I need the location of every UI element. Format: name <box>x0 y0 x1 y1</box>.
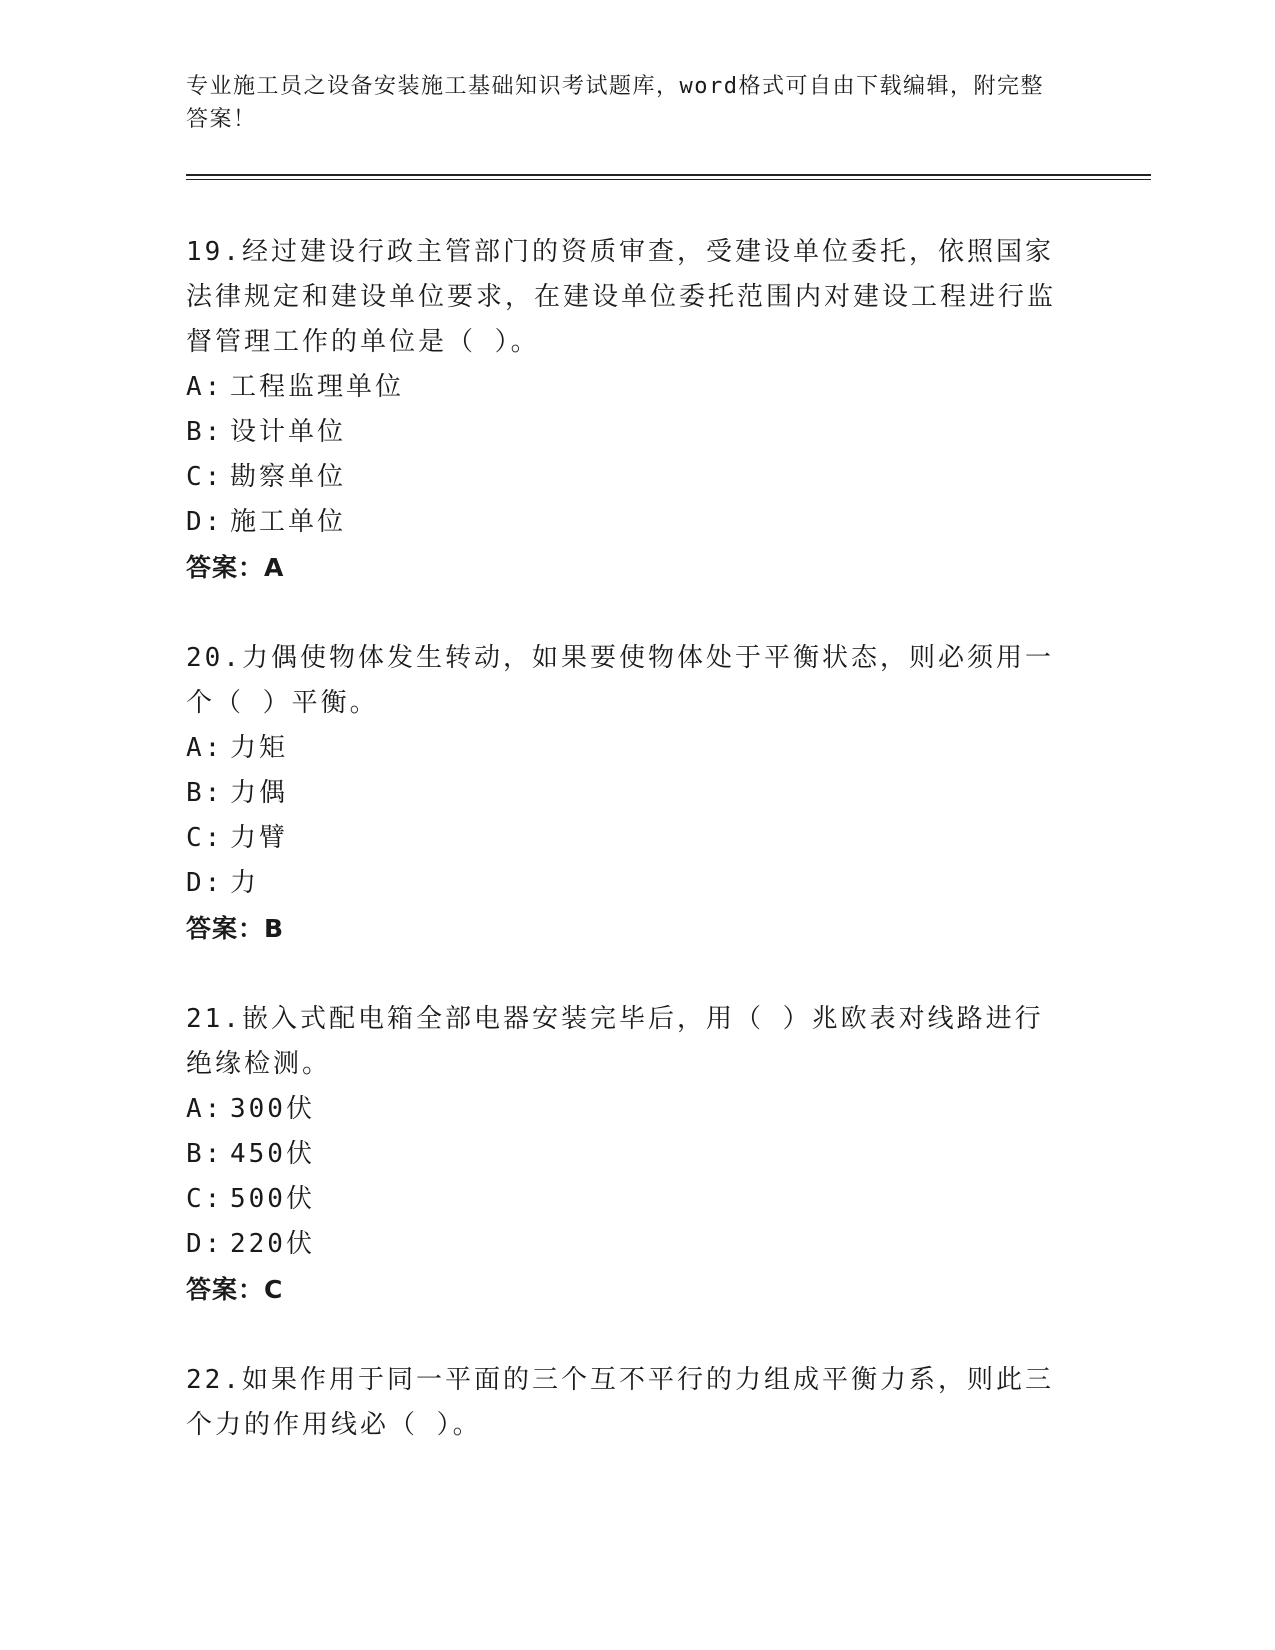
option-letter: B: <box>186 417 224 447</box>
option-text: 220伏 <box>230 1229 315 1259</box>
option-text: 500伏 <box>230 1184 315 1214</box>
option-letter: B: <box>186 1139 224 1169</box>
option-text: 设计单位 <box>230 417 347 447</box>
option-letter: D: <box>186 507 224 537</box>
option-d <box>186 500 1146 545</box>
option-letter: C: <box>186 823 224 853</box>
answer-label: 答案：B <box>186 914 285 943</box>
option-c <box>186 1177 1146 1222</box>
option-c <box>186 455 1146 500</box>
option-letter: D: <box>186 868 224 898</box>
option-letter: C: <box>186 1184 224 1214</box>
option-a <box>186 365 1146 410</box>
question-22 <box>186 1358 1146 1448</box>
question-19 <box>186 230 1146 591</box>
answer-label: 答案：A <box>186 553 285 582</box>
question-text: 20.力偶使物体发生转动，如果要使物体处于平衡状态，则必须用一个（ ）平衡。 <box>186 643 1054 718</box>
option-b <box>186 771 1146 816</box>
option-text: 施工单位 <box>230 507 347 537</box>
question-text: 22.如果作用于同一平面的三个互不平行的力组成平衡力系，则此三个力的作用线必（ ）。 <box>186 1365 1054 1440</box>
option-text: 力矩 <box>230 733 289 763</box>
question-text: 19.经过建设行政主管部门的资质审查，受建设单位委托，依照国家法律规定和建设单位要求，在建设单位委托范围内对建设工程进行监督管理工作的单位是（ ）。 <box>186 237 1057 357</box>
option-letter: A: <box>186 1094 224 1124</box>
option-text: 工程监理单位 <box>230 372 405 402</box>
option-letter: A: <box>186 372 224 402</box>
option-b <box>186 1132 1146 1177</box>
option-d <box>186 861 1146 906</box>
option-text: 450伏 <box>230 1139 315 1169</box>
option-letter: C: <box>186 462 224 492</box>
option-text: 力臂 <box>230 823 289 853</box>
option-text: 300伏 <box>230 1094 315 1124</box>
option-letter: D: <box>186 1229 224 1259</box>
question-text: 21.嵌入式配电箱全部电器安装完毕后，用（ ）兆欧表对线路进行绝缘检测。 <box>186 1004 1044 1079</box>
header-divider <box>186 174 1151 180</box>
question-20 <box>186 636 1146 952</box>
option-c <box>186 816 1146 861</box>
answer-label: 答案：C <box>186 1275 284 1304</box>
option-text: 勘察单位 <box>230 462 347 492</box>
option-text: 力偶 <box>230 778 289 808</box>
option-text: 力 <box>230 868 260 898</box>
document-page <box>186 70 1146 1448</box>
option-letter: B: <box>186 778 224 808</box>
question-21 <box>186 997 1146 1313</box>
option-d <box>186 1222 1146 1267</box>
option-b <box>186 410 1146 455</box>
option-letter: A: <box>186 733 224 763</box>
option-a <box>186 726 1146 771</box>
document-header: 专业施工员之设备安装施工基础知识考试题库，word格式可自由下载编辑，附完整答案！ <box>186 74 1044 132</box>
option-a <box>186 1087 1146 1132</box>
